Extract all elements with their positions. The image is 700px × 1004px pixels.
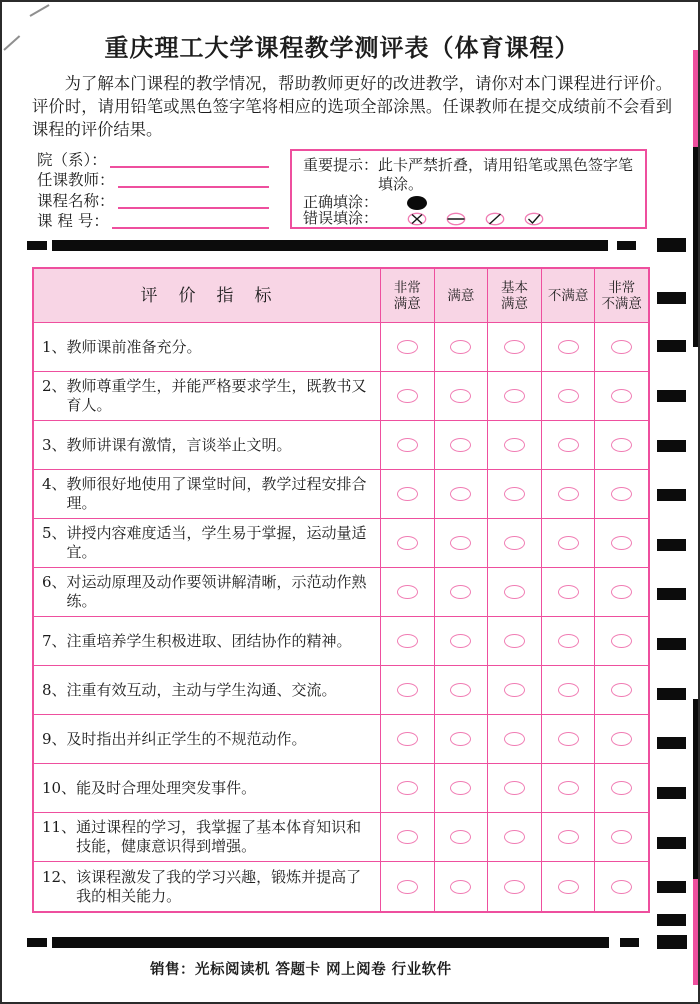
- option-cell: [380, 715, 434, 763]
- timing-mark: [657, 539, 686, 551]
- answer-bubble[interactable]: [397, 781, 418, 795]
- criteria-cell: [34, 764, 380, 812]
- item-text: 该课程激发了我的学习兴趣，锻炼并提高了我的相关能力。: [76, 867, 362, 905]
- option-cell: [434, 421, 488, 469]
- answer-bubble[interactable]: [611, 487, 632, 501]
- answer-bubble[interactable]: [558, 683, 579, 697]
- option-cell: [541, 421, 595, 469]
- scan-scratch: [3, 35, 20, 51]
- answer-bubble[interactable]: [611, 634, 632, 648]
- option-cell: [541, 666, 595, 714]
- criteria-cell: [34, 372, 380, 420]
- correct-fill-row: [303, 195, 635, 210]
- timing-mark: [657, 390, 686, 402]
- table-row: [34, 323, 648, 372]
- card-edge-strip: [693, 147, 698, 347]
- answer-bubble[interactable]: [504, 340, 525, 354]
- timing-mark: [657, 914, 686, 926]
- field-department-writein-line[interactable]: [110, 154, 269, 168]
- criteria-cell: [34, 715, 380, 763]
- option-cell: [594, 372, 648, 420]
- option-cell: [594, 764, 648, 812]
- option-cell: [380, 568, 434, 616]
- answer-bubble[interactable]: [504, 585, 525, 599]
- option-header-satisfied: 满意: [434, 269, 488, 322]
- option-cell: [487, 568, 541, 616]
- table-row: [34, 372, 648, 421]
- option-cell: [380, 519, 434, 567]
- answer-bubble[interactable]: [504, 389, 525, 403]
- answer-bubble[interactable]: [504, 438, 525, 452]
- timing-mark: [657, 837, 686, 849]
- wrong-fill-slash-icon: [485, 212, 505, 226]
- item-number: 5、: [42, 524, 67, 542]
- answer-bubble[interactable]: [450, 487, 471, 501]
- option-cell: [380, 813, 434, 861]
- table-row: [34, 568, 648, 617]
- answer-bubble[interactable]: [558, 781, 579, 795]
- item-number: 8、: [42, 680, 67, 699]
- answer-bubble[interactable]: [558, 389, 579, 403]
- answer-bubble[interactable]: [450, 585, 471, 599]
- answer-bubble[interactable]: [558, 830, 579, 844]
- option-cell: [434, 372, 488, 420]
- option-cell: [380, 421, 434, 469]
- item-number: 4、: [42, 475, 67, 493]
- option-cell: [487, 715, 541, 763]
- answer-bubble[interactable]: [558, 487, 579, 501]
- option-cell: [434, 519, 488, 567]
- evaluation-table: [32, 267, 650, 913]
- option-cell: [487, 323, 541, 371]
- option-cell: [594, 323, 648, 371]
- item-number: 1、: [42, 337, 67, 356]
- item-number: 11、: [42, 818, 77, 836]
- option-cell: [380, 323, 434, 371]
- option-cell: [380, 862, 434, 911]
- option-cell: [541, 519, 595, 567]
- option-header-basically-satisfied: 基本 满意: [487, 269, 541, 322]
- item-number: 10、: [42, 778, 77, 797]
- answer-bubble[interactable]: [558, 585, 579, 599]
- timing-mark: [657, 340, 686, 352]
- answer-bubble[interactable]: [397, 732, 418, 746]
- table-row: [34, 666, 648, 715]
- criteria-cell: [34, 323, 380, 371]
- answer-bubble[interactable]: [558, 634, 579, 648]
- option-cell: [594, 421, 648, 469]
- answer-bubble[interactable]: [558, 732, 579, 746]
- option-cell: [487, 617, 541, 665]
- notice-label: 重要提示：: [303, 156, 379, 174]
- answer-bubble[interactable]: [611, 536, 632, 550]
- notice-text: 此卡严禁折叠，请用铅笔或黑色签字笔填涂。: [378, 156, 634, 193]
- option-cell: [594, 617, 648, 665]
- option-cell: [541, 372, 595, 420]
- answer-bubble[interactable]: [397, 830, 418, 844]
- table-row: [34, 764, 648, 813]
- answer-bubble[interactable]: [611, 880, 632, 894]
- criteria-cell: [34, 862, 380, 911]
- item-text: 对运动原理及动作要领讲解清晰，示范动作熟练。: [66, 573, 367, 610]
- answer-bubble[interactable]: [397, 683, 418, 697]
- option-cell: [541, 323, 595, 371]
- timing-mark: [620, 938, 639, 947]
- option-cell: [487, 519, 541, 567]
- table-row: [34, 519, 648, 568]
- answer-bubble[interactable]: [397, 585, 418, 599]
- timing-mark: [657, 638, 686, 650]
- item-text: 教师尊重学生，并能严格要求学生，既教书又育人。: [66, 377, 367, 414]
- answer-bubble[interactable]: [450, 340, 471, 354]
- scan-scratch: [30, 4, 50, 17]
- option-cell: [594, 519, 648, 567]
- answer-bubble[interactable]: [397, 487, 418, 501]
- option-cell: [380, 764, 434, 812]
- answer-bubble[interactable]: [611, 830, 632, 844]
- answer-bubble[interactable]: [397, 536, 418, 550]
- timing-mark: [657, 588, 686, 600]
- option-cell: [541, 715, 595, 763]
- option-cell: [541, 813, 595, 861]
- answer-bubble[interactable]: [504, 732, 525, 746]
- option-cell: [487, 813, 541, 861]
- criteria-cell: [34, 421, 380, 469]
- option-cell: [541, 862, 595, 911]
- answer-bubble[interactable]: [450, 438, 471, 452]
- answer-bubble[interactable]: [450, 683, 471, 697]
- answer-bubble[interactable]: [504, 880, 525, 894]
- table-row: [34, 617, 648, 666]
- answer-bubble[interactable]: [397, 634, 418, 648]
- field-department-label: 院（系）：: [37, 150, 107, 169]
- option-cell: [380, 470, 434, 518]
- option-cell: [487, 421, 541, 469]
- field-teacher-writein-line[interactable]: [118, 174, 269, 188]
- table-row: [34, 862, 648, 911]
- item-number: 7、: [42, 631, 67, 650]
- answer-bubble[interactable]: [558, 536, 579, 550]
- field-course-name: [37, 190, 269, 211]
- card-edge-strip: [693, 50, 698, 147]
- answer-bubble[interactable]: [558, 880, 579, 894]
- option-cell: [594, 568, 648, 616]
- option-cell: [541, 764, 595, 812]
- item-text: 注重培养学生积极进取、团结协作的精神。: [66, 631, 352, 650]
- option-cell: [594, 862, 648, 911]
- timing-bar: [52, 937, 609, 948]
- wrong-fill-label: 错误填涂：: [303, 209, 379, 227]
- card-edge-strip: [693, 699, 698, 879]
- field-teacher-label: 任课教师：: [37, 171, 115, 189]
- timing-mark: [27, 241, 47, 250]
- criteria-cell: [34, 568, 380, 616]
- table-row: [34, 421, 648, 470]
- header-fields: [37, 149, 269, 231]
- criteria-cell: [34, 470, 380, 518]
- answer-bubble[interactable]: [611, 438, 632, 452]
- item-text: 及时指出并纠正学生的不规范动作。: [66, 729, 307, 748]
- important-notice-box: [290, 149, 647, 229]
- answer-bubble[interactable]: [397, 880, 418, 894]
- option-cell: [434, 666, 488, 714]
- table-row: [34, 813, 648, 862]
- option-cell: [487, 764, 541, 812]
- answer-bubble[interactable]: [611, 683, 632, 697]
- option-cell: [487, 372, 541, 420]
- item-number: 3、: [42, 435, 67, 454]
- table-row: [34, 470, 648, 519]
- answer-bubble[interactable]: [450, 830, 471, 844]
- field-course-name-label: 课程名称：: [37, 191, 115, 210]
- answer-bubble[interactable]: [450, 781, 471, 795]
- answer-bubble[interactable]: [611, 781, 632, 795]
- answer-bubble[interactable]: [611, 340, 632, 354]
- field-department: [37, 149, 269, 170]
- wrong-fill-hline-icon: [446, 212, 466, 226]
- option-cell: [434, 764, 488, 812]
- option-header-very-satisfied: 非常 满意: [380, 269, 434, 322]
- answer-bubble[interactable]: [504, 781, 525, 795]
- wrong-fill-check-icon: [524, 212, 544, 226]
- answer-bubble[interactable]: [504, 536, 525, 550]
- answer-bubble[interactable]: [450, 536, 471, 550]
- timing-bar: [52, 240, 608, 251]
- timing-mark: [657, 935, 687, 949]
- item-text: 注重有效互动，主动与学生沟通、交流。: [66, 680, 337, 699]
- option-cell: [434, 862, 488, 911]
- answer-bubble[interactable]: [611, 585, 632, 599]
- timing-mark: [657, 737, 686, 749]
- option-cell: [594, 715, 648, 763]
- answer-bubble[interactable]: [450, 634, 471, 648]
- intro-paragraph: 为了解本门课程的教学情况，帮助教师更好的改进教学，请你对本门课程进行评价。评价时，请用铅笔或黑色签字笔将相应的选项全部涂黑。任课教师在提交成绩前不会看到课程的评价结果。: [32, 74, 672, 139]
- item-text: 通过课程的学习，我掌握了基本体育知识和技能，健康意识得到增强。: [76, 818, 362, 855]
- option-header-very-unsatisfied: 非常 不满意: [594, 269, 648, 322]
- option-cell: [434, 715, 488, 763]
- field-course-name-writein-line[interactable]: [118, 195, 269, 209]
- option-cell: [594, 470, 648, 518]
- option-cell: [487, 470, 541, 518]
- timing-mark: [657, 238, 686, 252]
- option-header-unsatisfied: 不满意: [541, 269, 595, 322]
- correct-fill-label: 正确填涂：: [303, 193, 379, 211]
- option-cell: [541, 470, 595, 518]
- answer-bubble[interactable]: [504, 487, 525, 501]
- answer-bubble[interactable]: [611, 732, 632, 746]
- option-cell: [487, 862, 541, 911]
- correct-fill-example-icon: [407, 196, 427, 210]
- option-cell: [380, 372, 434, 420]
- item-text: 讲授内容难度适当，学生易于掌握，运动量适宜。: [66, 524, 367, 561]
- item-text: 教师讲课有激情，言谈举止文明。: [66, 435, 292, 454]
- timing-mark: [657, 292, 686, 304]
- option-cell: [541, 568, 595, 616]
- criteria-cell: [34, 666, 380, 714]
- criteria-cell: [34, 617, 380, 665]
- option-cell: [594, 813, 648, 861]
- timing-mark: [657, 688, 686, 700]
- item-number: 12、: [42, 867, 77, 886]
- field-teacher: [37, 170, 269, 191]
- answer-bubble[interactable]: [611, 389, 632, 403]
- card-edge-strip: [693, 879, 698, 985]
- answer-bubble[interactable]: [504, 683, 525, 697]
- answer-bubble[interactable]: [558, 438, 579, 452]
- option-cell: [487, 666, 541, 714]
- answer-bubble[interactable]: [558, 340, 579, 354]
- option-cell: [380, 617, 434, 665]
- item-number: 9、: [42, 729, 67, 748]
- timing-mark: [27, 938, 47, 947]
- table-header-row: [34, 269, 648, 323]
- field-course-number: [37, 211, 269, 232]
- option-cell: [594, 666, 648, 714]
- item-number: 6、: [42, 573, 67, 591]
- answer-bubble[interactable]: [450, 389, 471, 403]
- answer-bubble[interactable]: [397, 438, 418, 452]
- wrong-fill-cross-icon: [407, 212, 427, 226]
- item-text: 教师很好地使用了课堂时间，教学过程安排合理。: [66, 475, 367, 512]
- option-cell: [541, 617, 595, 665]
- answer-bubble[interactable]: [397, 340, 418, 354]
- field-course-number-label: 课 程 号：: [37, 212, 109, 230]
- answer-bubble[interactable]: [504, 634, 525, 648]
- table-row: [34, 715, 648, 764]
- answer-bubble[interactable]: [450, 732, 471, 746]
- form-title: 重庆理工大学课程教学测评表（体育课程）: [104, 33, 580, 62]
- answer-bubble[interactable]: [504, 830, 525, 844]
- answer-bubble[interactable]: [450, 880, 471, 894]
- criteria-cell: [34, 519, 380, 567]
- option-cell: [434, 617, 488, 665]
- option-cell: [434, 813, 488, 861]
- timing-mark: [657, 787, 686, 799]
- vendor-footer-text: 销售：光标阅读机 答题卡 网上阅卷 行业软件: [150, 962, 452, 978]
- timing-mark: [657, 440, 686, 452]
- option-cell: [434, 323, 488, 371]
- criteria-header: 评 价 指 标: [140, 285, 274, 306]
- item-text: 能及时合理处理突发事件。: [76, 778, 257, 797]
- option-cell: [434, 470, 488, 518]
- criteria-cell: [34, 813, 380, 861]
- item-number: 2、: [42, 377, 67, 395]
- timing-mark: [657, 881, 686, 893]
- option-cell: [434, 568, 488, 616]
- timing-mark: [617, 241, 636, 250]
- answer-bubble[interactable]: [397, 389, 418, 403]
- item-text: 教师课前准备充分。: [66, 337, 202, 356]
- timing-mark: [657, 489, 686, 501]
- field-course-number-writein-line[interactable]: [112, 215, 269, 229]
- wrong-fill-row: [303, 211, 635, 226]
- option-cell: [380, 666, 434, 714]
